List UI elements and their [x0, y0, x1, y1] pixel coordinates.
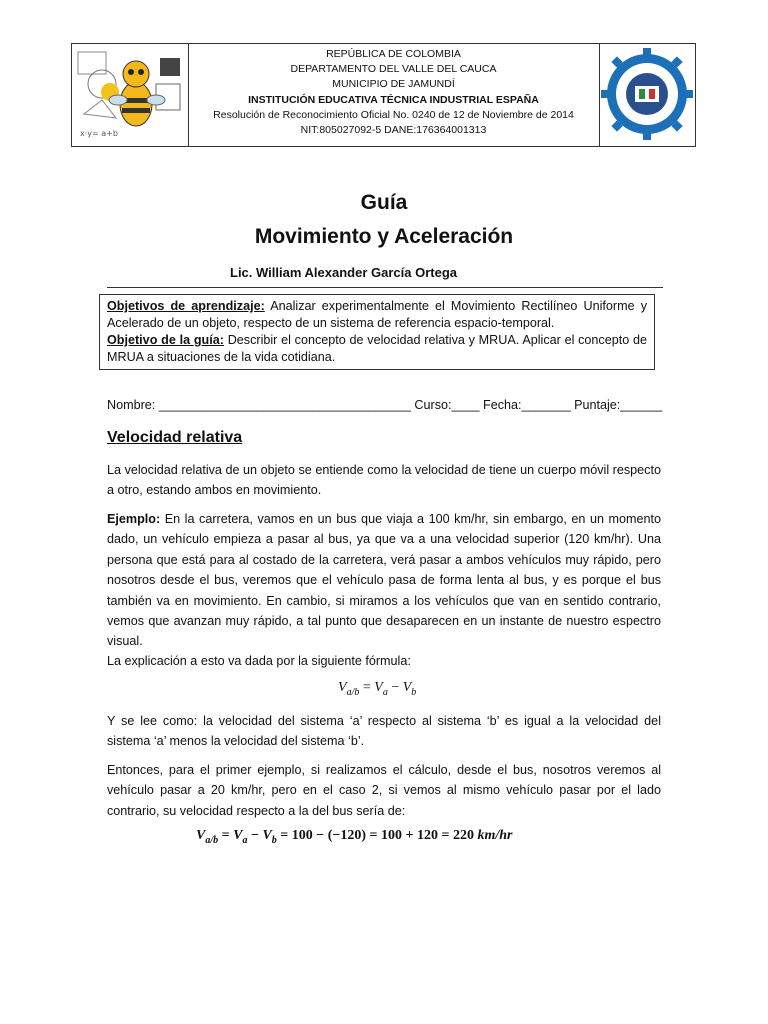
formula-minus: −	[391, 680, 400, 695]
paragraph-definition: La velocidad relativa de un objeto se entiende como la velocidad de tiene un cuerpo móvil respecto a otro, estando ambos en movimiento.	[107, 463, 661, 498]
header-line-institution: INSTITUCIÓN EDUCATIVA TÉCNICA INDUSTRIAL ESPAÑA	[248, 93, 539, 106]
example-label: Ejemplo:	[107, 512, 161, 526]
guide-objective-label: Objetivo de la guía:	[107, 333, 224, 347]
left-logo-cell	[72, 44, 189, 146]
page-title: Guía	[360, 191, 408, 214]
relative-velocity-formula	[338, 680, 416, 698]
header-line-department: DEPARTAMENTO DEL VALLE DEL CAUCA	[290, 63, 497, 76]
header-line-country: REPÚBLICA DE COLOMBIA	[326, 48, 461, 60]
formula-v-b: V	[402, 680, 412, 695]
institution-seal-logo	[599, 44, 695, 146]
formula-lhs-subscript: a/b	[346, 686, 360, 698]
header-line-municipality: MUNICIPIO DE JAMUNDÍ	[332, 78, 455, 91]
calc-v-a: V	[233, 828, 243, 843]
learning-objective-label: Objetivos de aprendizaje:	[107, 299, 265, 313]
author-name: Lic. William Alexander García Ortega	[230, 265, 457, 280]
example-text: En la carretera, vamos en un bus que viaja a 100 km/hr, sin embargo, en un momento dado, un vehículo empieza a pasar al bus, ya que va a una velocidad superior (120 km/hr). Una persona que está para al costado de la carretera, verá pasar a ambos vehículos muy rápido, pero nosotros desde el bus, veremos que el vehículo pasa de forma lenta al bus, y es porque el bus también va en movimiento. En cambio, si miramos a los vehículos que van en sentido contrario, vemos que avanzan muy rápido, a tal punto que desaparecen en un instante de nuestro espectro visual.	[107, 512, 661, 649]
header-text-lines	[188, 47, 599, 138]
formula-b-subscript: b	[411, 686, 417, 698]
student-info-line: Nombre: ____________________________________ Curso:____ Fecha:_______ Puntaje:______	[107, 398, 663, 412]
paragraph-formula-reading: Y se lee como: la velocidad del sistema ‘a’ respecto al sistema ‘b’ es igual a la velocidad del sistema ‘a’ menos la velocidad del sistema ‘b’.	[107, 714, 661, 749]
bee-mascot-logo	[72, 44, 188, 146]
calculation-formula	[196, 828, 513, 846]
paragraph-formula-intro: La explicación a esto va dada por la siguiente fórmula:	[107, 654, 411, 668]
calc-a-subscript: a	[242, 834, 248, 846]
formula-v-symbol: V	[338, 680, 347, 695]
formula-v-a: V	[374, 680, 383, 695]
calc-v-b: V	[262, 828, 272, 843]
formula-equals: =	[362, 680, 371, 695]
right-seal-cell	[599, 44, 695, 146]
calc-minus: −	[250, 828, 259, 843]
calc-lhs-subscript: a/b	[205, 834, 219, 846]
author-divider	[107, 287, 663, 288]
paragraph-calculation: Entonces, para el primer ejemplo, si realizamos el cálculo, desde el bus, nosotros veremos al vehículo pasar a 20 km/hr, pero en el caso 2, si vemos al mismo vehículo pasar por el lado contrario, su velocidad respecto a la del bus sería de:	[107, 763, 661, 818]
learning-objective-text: Analizar experimentalmente el Movimiento Rectilíneo Uniforme y Acelerado de un objeto, respecto de un sistema de referencia espacio-temporal.	[107, 299, 647, 330]
letterhead	[71, 43, 696, 147]
calc-equals: =	[221, 828, 230, 843]
calc-arithmetic: = 100 − (−120) = 100 + 120 = 220	[276, 828, 478, 843]
svg-text:x·y= a+b: x·y= a+b	[80, 129, 118, 138]
objectives-box	[99, 294, 655, 370]
header-line-nit: NIT:805027092-5 DANE:176364001313	[300, 124, 487, 137]
calc-b-subscript: b	[271, 834, 277, 846]
header-line-resolution: Resolución de Reconocimiento Oficial No. 0240 de 12 de Noviembre de 2014	[213, 108, 574, 121]
calc-unit: km/hr	[477, 828, 513, 843]
formula-a-subscript: a	[382, 686, 388, 698]
section-title: Velocidad relativa	[107, 429, 243, 446]
guide-objective-text: Describir el concepto de velocidad relativa y MRUA. Aplicar el concepto de MRUA a situaciones de la vida cotidiana.	[107, 333, 647, 364]
calc-v-symbol: V	[196, 828, 206, 843]
page-subtitle: Movimiento y Aceleración	[254, 225, 514, 248]
paragraph-example	[107, 509, 661, 652]
